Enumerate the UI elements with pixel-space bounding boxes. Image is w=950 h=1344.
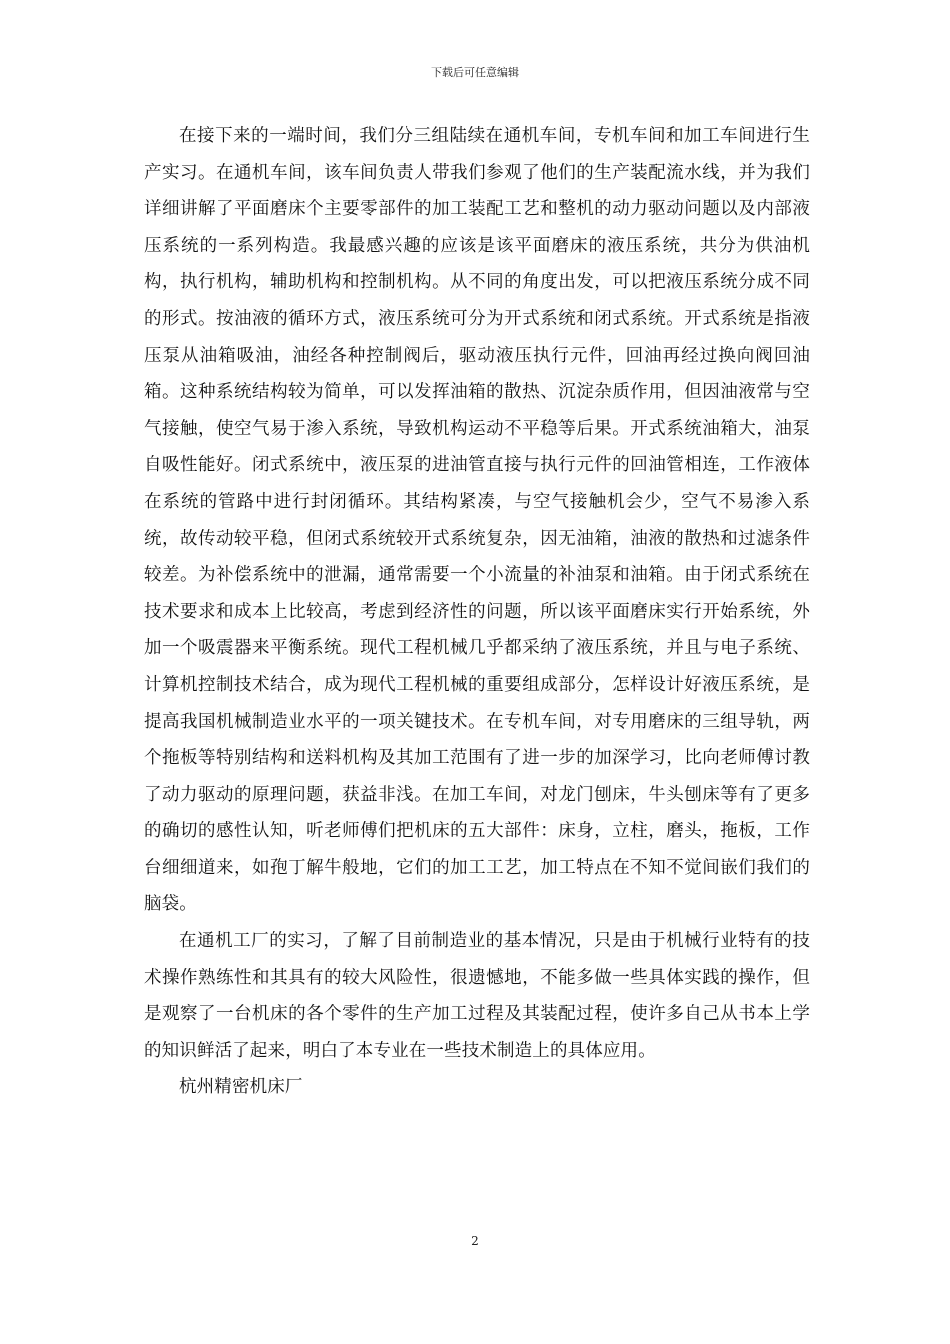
paragraph-workshop-practice: 在接下来的一端时间，我们分三组陆续在通机车间，专机车间和加工车间进行生产实习。在通机车间，该车间负责人带我们参观了他们的生产装配流水线，并为我们详细讲解了平面磨床个主要零部件的加工装配工艺和整机的动力驱动问题以及内部液压系统的一系列构造。我最感兴趣的应该是该平面磨床的液压系统，共分为供油机构，执行机构，辅助机构和控制机构。从不同的角度出发，可以把液压系统分成不同的形式。按油液的循环方式，液压系统可分为开式系统和闭式系统。开式系统是指液压泵从油箱吸油，油经各种控制阀后，驱动液压执行元件，回油再经过换向阀回油箱。这种系统结构较为简单，可以发挥油箱的散热、沉淀杂质作用，但因油液常与空气接触，使空气易于渗入系统，导致机构运动不平稳等后果。开式系统油箱大，油泵自吸性能好。闭式系统中，液压泵的进油管直接与执行元件的回油管相连，工作液体在系统的管路中进行封闭循环。其结构紧凑，与空气接触机会少，空气不易渗入系统，故传动较平稳，但闭式系统较开式系统复杂，因无油箱，油液的散热和过滤条件较差。为补偿系统中的泄漏，通常需要一个小流量的补油泵和油箱。由于闭式系统在技术要求和成本上比较高，考虑到经济性的问题，所以该平面磨床实行开始系统，外加一个吸震器来平衡系统。现代工程机械几乎都采纳了液压系统，并且与电子系统、计算机控制技术结合，成为现代工程机械的重要组成部分，怎样设计好液压系统，是提高我国机械制造业水平的一项关键技术。在专机车间，对专用磨床的三组导轨，两个拖板等特别结构和送料机构及其加工范围有了进一步的加深学习，比向老师傅讨教了动力驱动的原理问题，获益非浅。在加工车间，对龙门刨床，牛头刨床等有了更多的确切的感性认知，听老师傅们把机床的五大部件：床身，立柱，磨头，拖板，工作台细细道来，如孢丁解牛般地，它们的加工工艺，加工特点在不知不觉间嵌们我们的脑袋。 (144, 126, 810, 915)
page-header: 下载后可任意编辑 (431, 66, 519, 79)
page-number: 2 (471, 1234, 479, 1248)
document-body (144, 118, 810, 1106)
section-title: 杭州精密机床厂 (179, 1077, 303, 1098)
paragraph-internship-summary: 在通机工厂的实习，了解了目前制造业的基本情况，只是由于机械行业特有的技术操作熟练性和其具有的较大风险性，很遗憾地，不能多做一些具体实践的操作，但是观察了一台机床的各个零件的生产加工过程及其装配过程，使许多自己从书本上学的知识鲜活了起来，明白了本专业在一些技术制造上的具体应用。 (144, 931, 810, 1061)
